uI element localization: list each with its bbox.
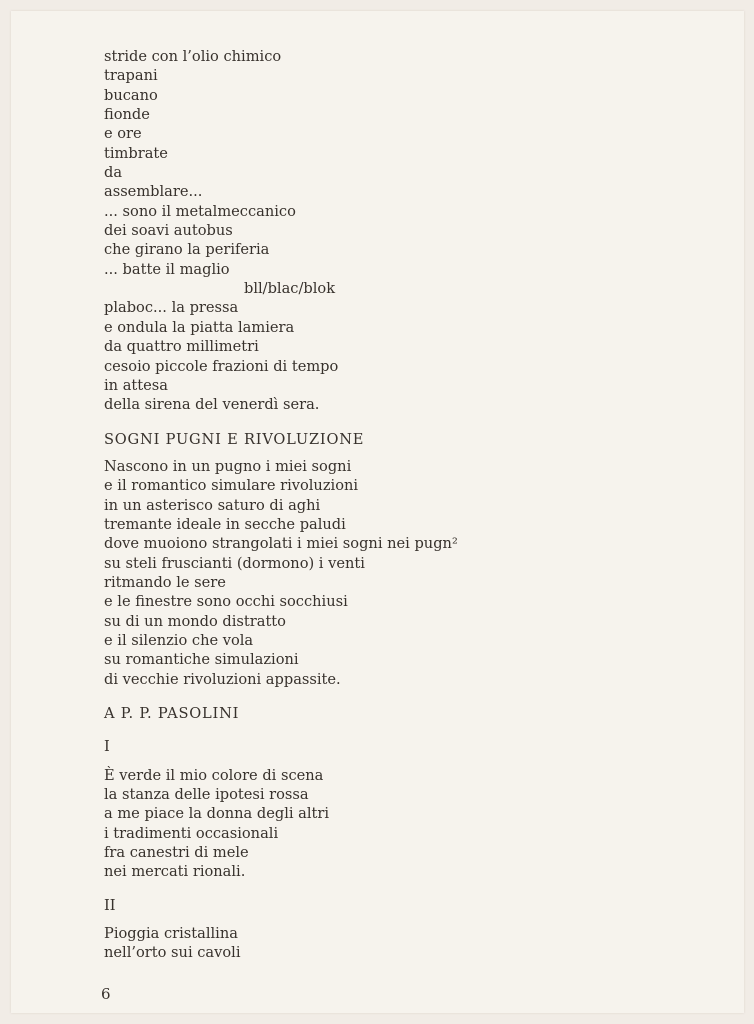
poem-line: su romantiche simulazioni	[104, 651, 299, 669]
poem-line: e ore	[104, 125, 142, 143]
page-number: 6	[101, 985, 111, 1003]
poem-line: nell’orto sui cavoli	[104, 944, 241, 962]
poem-line: timbrate	[104, 144, 168, 162]
poem-line: i tradimenti occasionali	[104, 824, 279, 842]
poem-line: e ondula la piatta lamiera	[104, 318, 295, 336]
poem-continuation	[104, 47, 544, 415]
poem-line: fra canestri di mele	[104, 844, 249, 862]
poem-title: SOGNI PUGNI E RIVOLUZIONE	[104, 430, 365, 448]
poem-sogni-pugni	[104, 430, 544, 689]
poem-line: su di un mondo distratto	[104, 612, 286, 630]
poem-line: plaboc... la pressa	[104, 299, 239, 317]
poem-line: trapani	[104, 67, 158, 85]
poem-line: da quattro millimetri	[104, 338, 259, 356]
poem-line: su steli fruscianti (dormono) i venti	[104, 554, 365, 572]
poem-line: ... sono il metalmeccanico	[104, 202, 296, 220]
poem-line-indented: bll/blac/blok	[244, 280, 336, 298]
poem-title: A P. P. PASOLINI	[104, 705, 240, 722]
poem-line: stride con l’olio chimico	[104, 48, 282, 65]
poem-line: assemblare...	[104, 183, 203, 201]
poem-line: di vecchie rivoluzioni appassite.	[104, 670, 341, 688]
poem-line: dei soavi autobus	[104, 222, 233, 240]
poem-line: e le finestre sono occhi socchiusi	[104, 593, 348, 611]
poem-line: ... batte il maglio	[104, 260, 230, 278]
poem-pasolini	[104, 704, 544, 963]
poem-line: in un asterisco saturo di aghi	[104, 496, 321, 514]
book-page	[11, 11, 744, 1013]
section-numeral: II	[104, 896, 116, 914]
poem-line: tremante ideale in secche paludi	[104, 515, 346, 533]
poem-line: che girano la periferia	[104, 241, 270, 259]
poem-line: ritmando le sere	[104, 573, 226, 591]
poem-line: Nascono in un pugno i miei sogni	[104, 457, 352, 475]
page-content	[104, 47, 544, 963]
poem-line: cesoio piccole frazioni di tempo	[104, 357, 339, 375]
poem-line: in attesa	[104, 376, 168, 394]
poem-line: È verde il mio colore di scena	[104, 766, 324, 784]
poem-line: e il romantico simulare rivoluzioni	[104, 477, 359, 495]
poem-line: fionde	[104, 106, 150, 124]
poem-line: a me piace la donna degli altri	[104, 805, 330, 823]
poem-line: e il silenzio che vola	[104, 631, 254, 649]
section-numeral: I	[104, 738, 110, 756]
poem-line: della sirena del venerdì sera.	[104, 396, 320, 414]
poem-line: da	[104, 164, 123, 182]
poem-line: dove muoiono strangolati i miei sogni nei pugn²	[104, 535, 458, 553]
poem-line: la stanza delle ipotesi rossa	[104, 786, 309, 804]
poem-line: bucano	[104, 86, 158, 104]
poem-line: Pioggia cristallina	[104, 925, 238, 943]
poem-line: nei mercati rionali.	[104, 863, 246, 881]
